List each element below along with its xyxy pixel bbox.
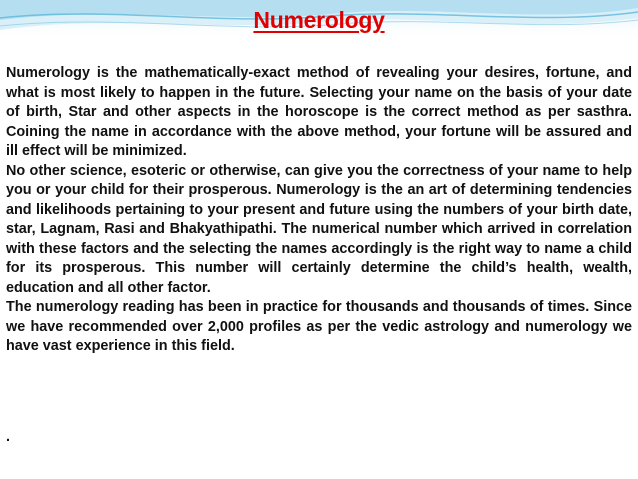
slide-title: Numerology [253,7,385,33]
paragraph-2: No other science, esoteric or otherwise, can give you the correctness of your name to help you or your child for their prosperous. Numerology is the an art of determining tendencies and likelihoods pertaining to your present and future using the numbers of your birth date, star, Lagnam, Rasi and Bhakyathipathi. The numerical number which arrived in correlation with these factors and the selecting the names accordingly is the right way to name a child for its prosperous. This number will certainly determine the child’s health, wealth, education and all other factor. [6,162,632,296]
paragraph-3: The numerology reading has been in practice for thousands and thousands of times. Since we have recommended over 2,000 profiles as per the vedic astrology and numerology we have vast experience in this field. [6,299,632,354]
trailing-bullet: . [6,429,10,445]
body-text [6,64,632,357]
paragraph-1: Numerology is the mathematically-exact method of revealing your desires, fortune, and what is most likely to happen in the future. Selecting your name on the basis of your date of birth, Star and other aspects in the horoscope is the correct method as per sasthra. Coining the name in accordance with the above method, your fortune will be assured and ill effect will be minimized. [6,65,632,159]
